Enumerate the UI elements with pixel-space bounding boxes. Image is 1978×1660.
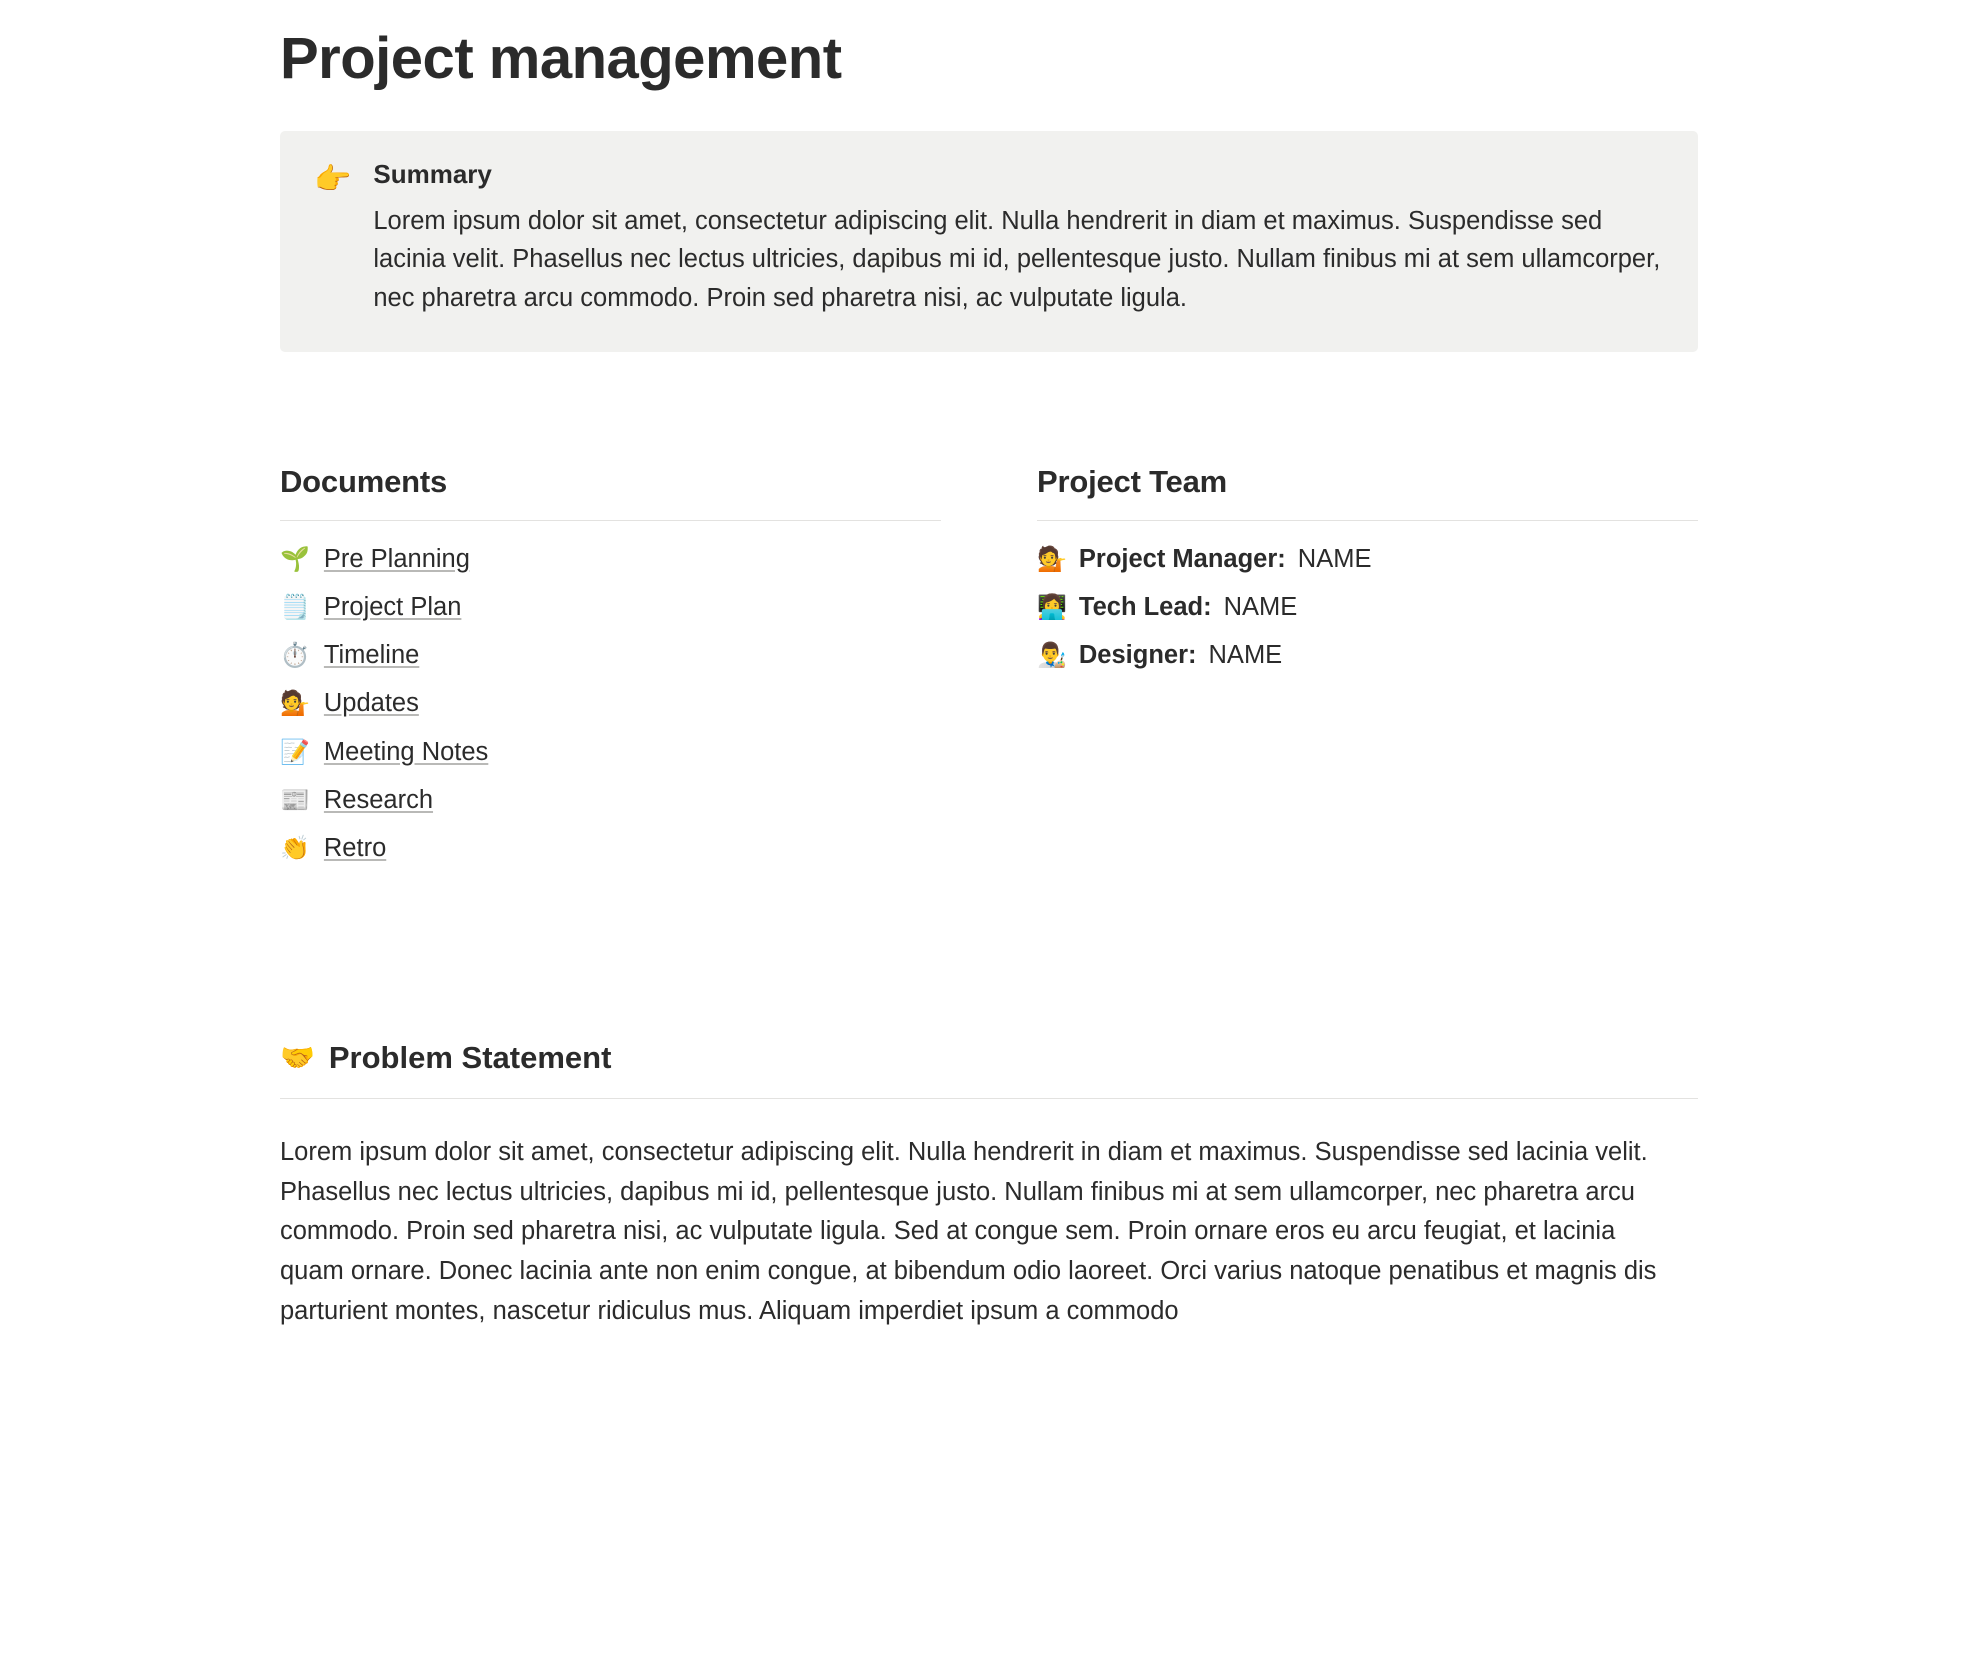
documents-column: [280, 464, 941, 880]
man-artist-icon: 👨‍🎨: [1037, 642, 1067, 670]
list-item: [1037, 639, 1698, 672]
document-link-project-plan[interactable]: Project Plan: [323, 593, 462, 622]
pointing-right-icon: 👉: [314, 162, 352, 196]
project-team-list: [1037, 543, 1698, 672]
information-desk-person-icon: 💁: [280, 690, 310, 718]
team-member-name: NAME: [1208, 641, 1283, 670]
summary-title: Summary: [373, 158, 492, 189]
list-item[interactable]: [280, 784, 941, 817]
problem-statement-divider: [280, 1098, 1698, 1099]
project-team-divider: [1037, 520, 1698, 521]
list-item[interactable]: [280, 639, 941, 672]
problem-statement-heading: [280, 1040, 1698, 1076]
list-item: [1037, 543, 1698, 576]
page-title: Project management: [280, 26, 842, 91]
team-role-tech-lead: Tech Lead:: [1078, 593, 1212, 622]
documents-divider: [280, 520, 941, 521]
document-link-timeline[interactable]: Timeline: [323, 641, 420, 670]
summary-text: Lorem ipsum dolor sit amet, consectetur adipiscing elit. Nulla hendrerit in diam et maximus. Suspendisse sed lacinia velit. Phasellus nec lectus ultricies, dapibus mi id, pellentesque justo. Nullam finibus mi at sem ullamcorper, nec pharetra arcu commodo. Proin sed pharetra nisi, ac vulputate ligula.: [373, 206, 1661, 313]
document-link-updates[interactable]: Updates: [323, 689, 419, 718]
project-team-heading: Project Team: [1037, 463, 1227, 499]
seedling-icon: 🌱: [280, 545, 310, 573]
stopwatch-icon: ⏱️: [280, 642, 310, 670]
team-role-project-manager: Project Manager:: [1078, 544, 1286, 573]
clapping-hands-icon: 👏: [280, 834, 310, 862]
handshake-icon: 🤝: [280, 1042, 315, 1074]
summary-callout-body: [373, 159, 1664, 318]
document-page: [0, 26, 1978, 1332]
list-item: [1037, 591, 1698, 624]
list-item[interactable]: [280, 543, 941, 576]
document-link-research[interactable]: Research: [323, 785, 434, 814]
list-item[interactable]: [280, 687, 941, 720]
project-team-column: [1037, 464, 1698, 880]
documents-heading: Documents: [280, 463, 448, 499]
person-tipping-hand-icon: 💁: [1037, 545, 1067, 573]
team-member-name: NAME: [1297, 544, 1372, 573]
team-role-designer: Designer:: [1078, 641, 1197, 670]
problem-statement-text: Lorem ipsum dolor sit amet, consectetur adipiscing elit. Nulla hendrerit in diam et maximus. Suspendisse sed lacinia velit. Phasellus nec lectus ultricies, dapibus mi id, pellentesque justo. Nullam finibus mi at sem ullamcorper, nec pharetra arcu commodo. Proin sed pharetra nisi, ac vulputate ligula. Sed at congue sem. Proin ornare eros eu arcu feugiat, et lacinia quam ornare. Donec lacinia ante non enim congue, at bibendum odio laoreet. Orci varius natoque penatibus et magnis dis parturient montes, nascetur ridiculus mus. Aliquam imperdiet ipsum a commodo: [280, 1137, 1657, 1325]
document-link-pre-planning[interactable]: Pre Planning: [323, 544, 470, 573]
woman-technologist-icon: 👩‍💻: [1037, 594, 1067, 622]
document-link-retro[interactable]: Retro: [323, 833, 387, 862]
two-column-section: [280, 464, 1698, 880]
spiral-notepad-icon: 🗒️: [280, 594, 310, 622]
newspaper-icon: 📰: [280, 786, 310, 814]
memo-icon: 📝: [280, 738, 310, 766]
list-item[interactable]: [280, 832, 941, 865]
list-item[interactable]: [280, 736, 941, 769]
documents-list: [280, 543, 941, 865]
problem-statement-title: Problem Statement: [328, 1039, 612, 1075]
document-link-meeting-notes[interactable]: Meeting Notes: [323, 737, 489, 766]
summary-callout: [280, 131, 1698, 352]
team-member-name: NAME: [1223, 593, 1298, 622]
list-item[interactable]: [280, 591, 941, 624]
